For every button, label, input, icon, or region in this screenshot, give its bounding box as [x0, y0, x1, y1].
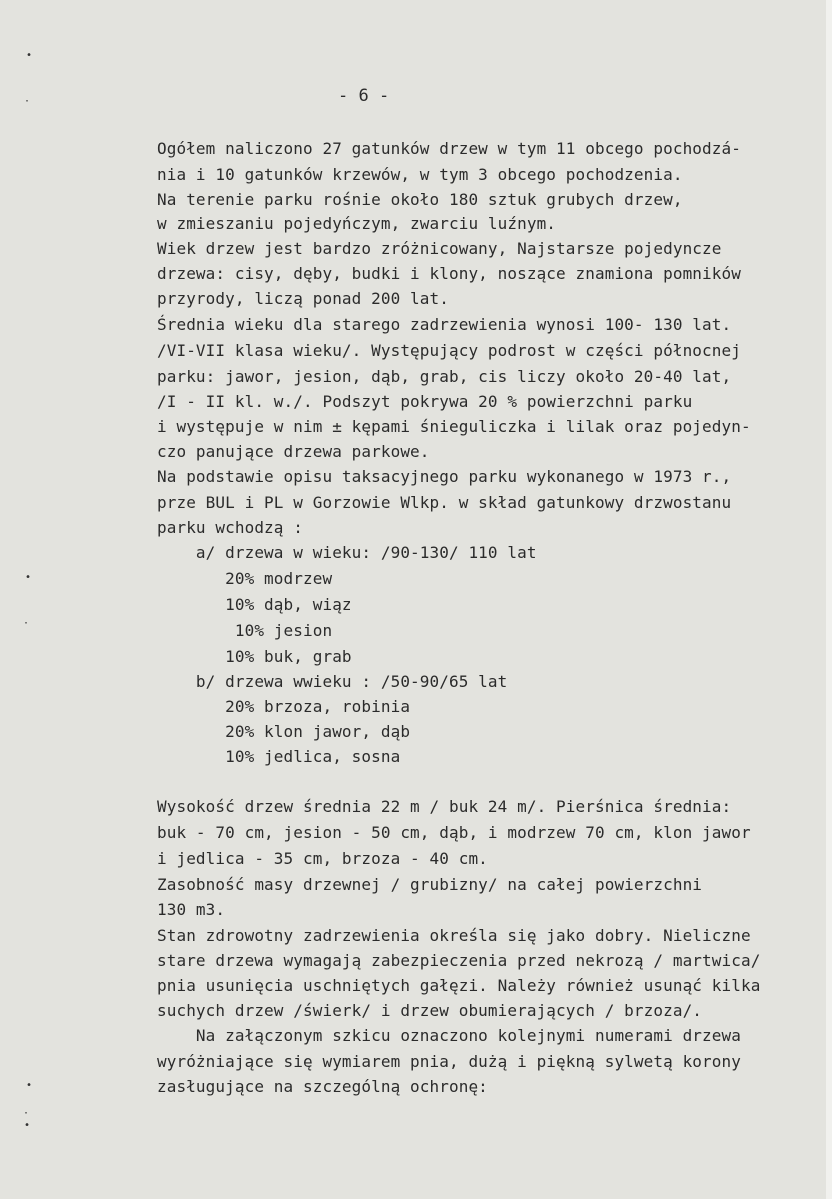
text-line: Wiek drzew jest bardzo zróżnicowany, Najstarsze pojedyncze [157, 239, 722, 258]
text-line: Stan zdrowotny zadrzewienia określa się jako dobry. Nieliczne [157, 926, 751, 945]
text-line: parku: jawor, jesion, dąb, grab, cis liczy około 20-40 lat, [157, 367, 732, 386]
text-line: zasługujące na szczególną ochronę: [157, 1077, 488, 1096]
text-line: Średnia wieku dla starego zadrzewienia wynosi 100- 130 lat. [157, 315, 732, 334]
text-line: Ogółem naliczono 27 gatunków drzew w tym 11 obcego pochodzá- [157, 139, 741, 158]
text-line: suchych drzew /świerk/ i drzew obumierających / brzoza/. [157, 1001, 703, 1020]
text-line: Zasobność masy drzewnej / grubizny/ na całej powierzchni [157, 875, 703, 894]
text-line: Na załączonym szkicu oznaczono kolejnymi numerami drzewa [157, 1026, 741, 1045]
text-line: i występuje w nim ± kępami śnieguliczka i lilak oraz pojedyn- [157, 417, 751, 436]
text-line: 10% jedlica, sosna [157, 747, 401, 766]
text-line: 10% buk, grab [157, 647, 352, 666]
page-number: - 6 - [338, 86, 390, 106]
margin-mark: • [26, 1080, 33, 1091]
text-line: nia i 10 gatunków krzewów, w tym 3 obcego pochodzenia. [157, 165, 683, 184]
text-line: w zmieszaniu pojedyńczym, zwarciu luźnym. [157, 214, 557, 233]
text-line: 130 m3. [157, 900, 226, 919]
text-line: 20% klon jawor, dąb [157, 722, 411, 741]
text-line: parku wchodzą : [157, 518, 303, 537]
text-line: i jedlica - 35 cm, brzoza - 40 cm. [157, 849, 488, 868]
margin-mark: · [24, 96, 31, 107]
text-line: czo panujące drzewa parkowe. [157, 442, 430, 461]
margin-mark: · [23, 618, 30, 629]
text-line: drzewa: cisy, dęby, budki i klony, noszące znamiona pomników [157, 264, 741, 283]
margin-mark: • [26, 50, 33, 61]
text-line: 20% brzoza, robinia [157, 697, 411, 716]
text-line: pnia usunięcia uschniętych gałęzi. Należy również usunąć kilka [157, 976, 761, 995]
page-edge [826, 0, 832, 1199]
text-line: a/ drzewa w wieku: /90-130/ 110 lat [157, 543, 537, 562]
margin-mark: • [25, 572, 32, 583]
text-line: 10% dąb, wiąz [157, 595, 352, 614]
margin-mark: · [23, 1108, 30, 1119]
text-line: Na terenie parku rośnie około 180 sztuk grubych drzew, [157, 190, 683, 209]
text-line: przyrody, liczą ponad 200 lat. [157, 289, 449, 308]
text-line: buk - 70 cm, jesion - 50 cm, dąb, i modrzew 70 cm, klon jawor [157, 823, 751, 842]
text-line: Na podstawie opisu taksacyjnego parku wykonanego w 1973 r., [157, 467, 732, 486]
text-line: prze BUL i PL w Gorzowie Wlkp. w skład gatunkowy drzwostanu [157, 493, 732, 512]
text-line: /I - II kl. w./. Podszyt pokrywa 20 % powierzchni parku [157, 392, 693, 411]
text-line: wyróżniające się wymiarem pnia, dużą i piękną sylwetą korony [157, 1052, 741, 1071]
text-line: 20% modrzew [157, 569, 333, 588]
text-line: Wysokość drzew średnia 22 m / buk 24 m/. Pierśnica średnia: [157, 797, 732, 816]
text-line: 10% jesion [157, 621, 333, 640]
text-line: /VI-VII klasa wieku/. Występujący podrost w części północnej [157, 341, 741, 360]
text-line: b/ drzewa wwieku : /50-90/65 lat [157, 672, 508, 691]
margin-mark: • [24, 1120, 31, 1131]
text-line: stare drzewa wymagają zabezpieczenia przed nekrozą / martwica/ [157, 951, 761, 970]
